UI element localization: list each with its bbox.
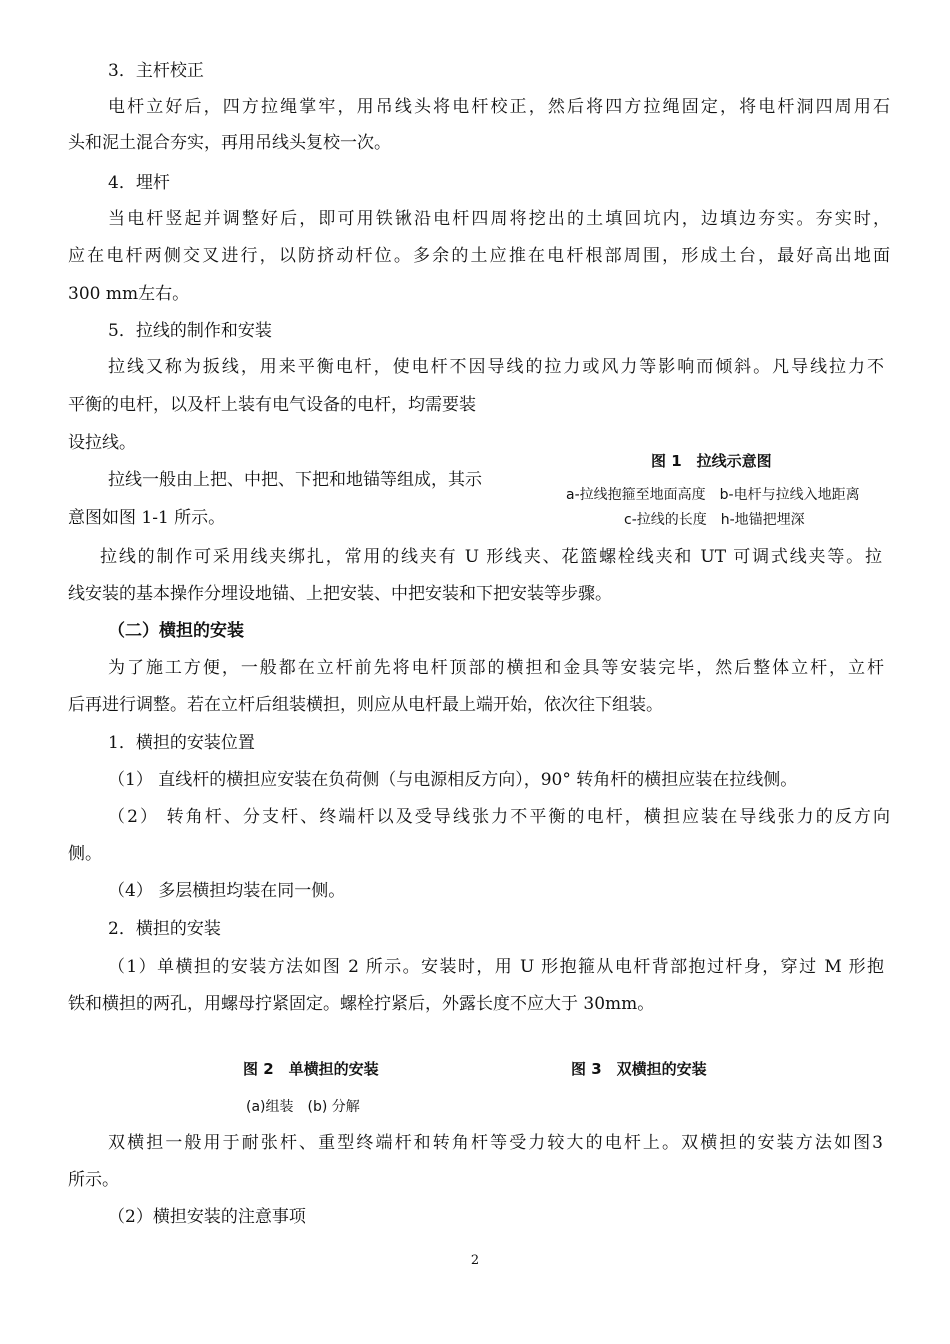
- text-line: 铁和横担的两孔，用螺母拧紧固定。螺栓拧紧后，外露长度不应大于 30mm。: [68, 994, 655, 1014]
- text-line: （1）单横担的安装方法如图 2 所示。安装时，用 U 形抱箍从电杆背部抱过杆身，穿过 M 形抱: [108, 957, 884, 977]
- figure-2-subcaption: (a)组装 (b) 分解: [246, 1099, 360, 1115]
- figure-1-legend-line-2: c-拉线的长度 h-地锚把埋深: [624, 512, 805, 528]
- text-line: 拉线一般由上把、中把、下把和地锚等组成，其示: [108, 470, 482, 490]
- text-line: 拉线的制作可采用线夹绑扎，常用的线夹有 U 形线夹、花篮螺栓线夹和 UT 可调式线夹等。拉: [100, 547, 882, 567]
- text-line: 侧。: [68, 844, 102, 864]
- text-line: 头和泥土混合夯实，再用吊线头复校一次。: [68, 133, 391, 153]
- text-line: 电杆立好后，四方拉绳掌牢，用吊线头将电杆校正，然后将四方拉绳固定，将电杆洞四周用石: [108, 97, 890, 117]
- text-line: 为了施工方便，一般都在立杆前先将电杆顶部的横担和金具等安装完毕，然后整体立杆，立杆: [108, 658, 884, 678]
- section-heading-crossarm: （二）横担的安装: [108, 621, 244, 641]
- heading-crossarm-installation: 2．横担的安装: [108, 919, 221, 939]
- figure-1-legend-line-1: a-拉线抱箍至地面高度 b-电杆与拉线入地距离: [566, 487, 860, 503]
- text-line: 双横担一般用于耐张杆、重型终端杆和转角杆等受力较大的电杆上。双横担的安装方法如图3: [108, 1133, 883, 1153]
- text-line: 平衡的电杆，以及杆上装有电气设备的电杆，均需要装: [68, 395, 476, 415]
- heading-guy-wire: 5．拉线的制作和安装: [108, 321, 272, 341]
- text-line: 设拉线。: [68, 433, 136, 453]
- text-line: （1） 直线杆的横担应安装在负荷侧（与电源相反方向），90° 转角杆的横担应装在拉线侧。: [108, 770, 798, 790]
- heading-crossarm-position: 1．横担的安装位置: [108, 733, 255, 753]
- figure-3-title: 图 3 双横担的安装: [571, 1060, 707, 1078]
- page-number: 2: [470, 1253, 480, 1268]
- text-line: （2） 转角杆、分支杆、终端杆以及受导线张力不平衡的电杆，横担应装在导线张力的反方向: [108, 807, 890, 827]
- text-line: 意图如图 1-1 所示。: [68, 508, 226, 528]
- text-line: 线安装的基本操作分埋设地锚、上把安装、中把安装和下把安装等步骤。: [68, 584, 612, 604]
- text-line: 应在电杆两侧交叉进行，以防挤动杆位。多余的土应推在电杆根部周围，形成土台，最好高出地面: [68, 246, 890, 266]
- text-line: 后再进行调整。若在立杆后组装横担，则应从电杆最上端开始，依次往下组装。: [68, 695, 663, 715]
- text-line: 拉线又称为扳线，用来平衡电杆，使电杆不因导线的拉力或风力等影响而倾斜。凡导线拉力不: [108, 357, 884, 377]
- heading-main-pole-correction: 3．主杆校正: [108, 61, 204, 81]
- figure-1-title: 图 1 拉线示意图: [651, 452, 772, 470]
- text-line: （4） 多层横担均装在同一侧。: [108, 881, 346, 901]
- text-line: 所示。: [68, 1170, 119, 1190]
- heading-burying-pole: 4．埋杆: [108, 173, 170, 193]
- text-line: （2）横担安装的注意事项: [108, 1207, 306, 1227]
- figure-2-title: 图 2 单横担的安装: [243, 1060, 379, 1078]
- text-line: 300 mm左右。: [68, 284, 190, 304]
- text-line: 当电杆竖起并调整好后，即可用铁锹沿电杆四周将挖出的土填回坑内，边填边夯实。夯实时，: [108, 209, 890, 229]
